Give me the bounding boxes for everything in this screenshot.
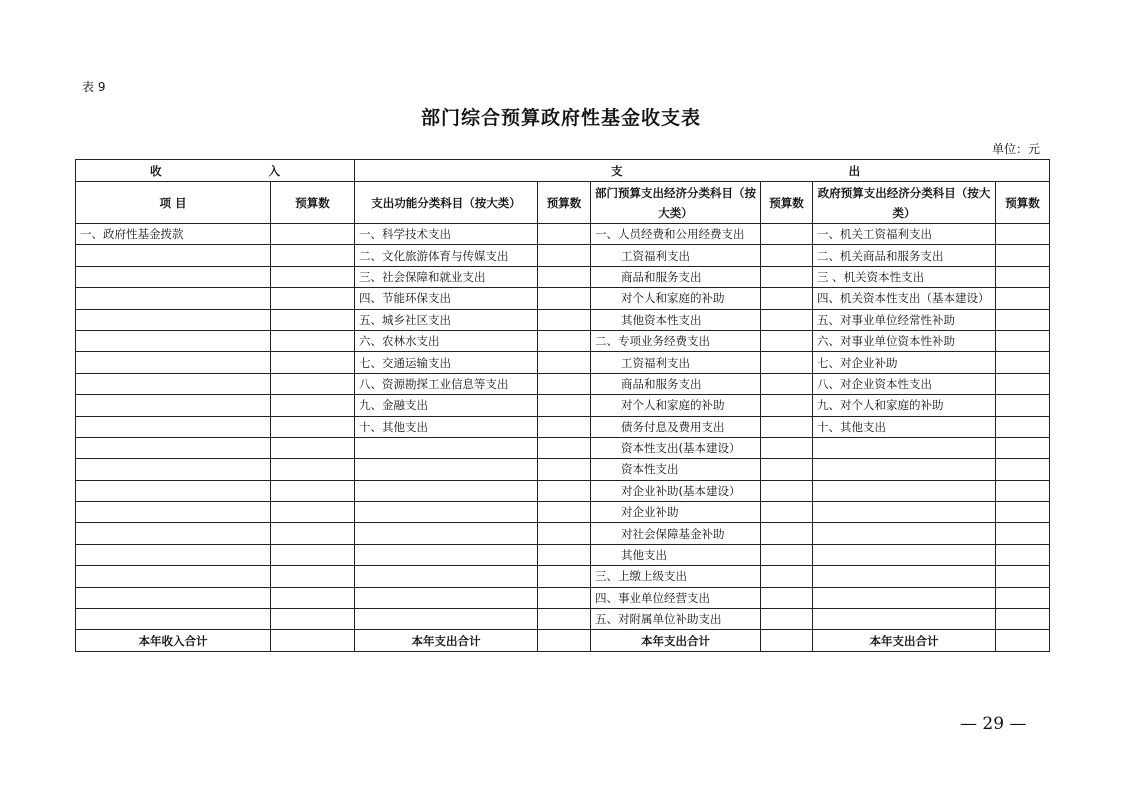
gov-econ-class-cell (813, 566, 996, 587)
function-class-cell (355, 523, 538, 544)
income-budget-cell (271, 480, 355, 501)
function-budget-cell (538, 330, 591, 351)
gov-budget-cell (996, 437, 1050, 458)
group-header-row (76, 160, 1050, 182)
dept-econ-class-cell: 五、对附属单位补助支出 (591, 609, 761, 630)
gov-budget-cell (996, 245, 1050, 266)
dept-econ-class-cell: 对个人和家庭的补助 (591, 288, 761, 309)
function-budget-cell (538, 266, 591, 287)
gov-budget-cell (996, 266, 1050, 287)
income-total-value (271, 630, 355, 651)
dept-econ-class-cell: 对企业补助 (591, 502, 761, 523)
function-budget-cell (538, 245, 591, 266)
function-class-cell: 七、交通运输支出 (355, 352, 538, 373)
function-total-label: 本年支出合计 (355, 630, 538, 651)
gov-econ-class-cell: 五、对事业单位经常性补助 (813, 309, 996, 330)
function-class-cell: 五、城乡社区支出 (355, 309, 538, 330)
income-group-header (76, 160, 355, 182)
income-budget-cell (271, 609, 355, 630)
income-cell (76, 502, 271, 523)
income-budget-cell (271, 587, 355, 608)
totals-row (76, 630, 1050, 651)
dept-budget-cell (761, 480, 813, 501)
gov-budget-cell (996, 502, 1050, 523)
gov-budget-cell (996, 609, 1050, 630)
gov-total-value (996, 630, 1050, 651)
function-class-cell (355, 502, 538, 523)
table-row (76, 523, 1050, 544)
table-row (76, 352, 1050, 373)
function-total-value (538, 630, 591, 651)
gov-budget-cell (996, 224, 1050, 245)
table-row (76, 502, 1050, 523)
function-class-cell (355, 544, 538, 565)
dept-econ-class-cell: 商品和服务支出 (591, 373, 761, 394)
income-budget-cell (271, 523, 355, 544)
gov-budget-cell (996, 523, 1050, 544)
gov-budget-cell (996, 373, 1050, 394)
gov-econ-class-cell: 六、对事业单位资本性补助 (813, 330, 996, 351)
gov-econ-class-cell: 九、对个人和家庭的补助 (813, 395, 996, 416)
gov-budget-cell (996, 352, 1050, 373)
function-budget-cell (538, 437, 591, 458)
function-class-cell: 六、农林水支出 (355, 330, 538, 351)
dept-budget-cell (761, 502, 813, 523)
gov-econ-class-cell (813, 587, 996, 608)
expense-group-header (355, 160, 1050, 182)
dept-econ-class-cell: 一、人员经费和公用经费支出 (591, 224, 761, 245)
header-item: 项 目 (76, 182, 271, 224)
income-budget-cell (271, 288, 355, 309)
header-budget-dept: 预算数 (761, 182, 813, 224)
income-cell (76, 587, 271, 608)
income-total-label: 本年收入合计 (76, 630, 271, 651)
function-budget-cell (538, 587, 591, 608)
income-budget-cell (271, 437, 355, 458)
gov-budget-cell (996, 459, 1050, 480)
table-label: 表 9 (82, 80, 106, 94)
table-row (76, 224, 1050, 245)
gov-budget-cell (996, 330, 1050, 351)
function-budget-cell (538, 373, 591, 394)
dept-econ-class-cell: 四、事业单位经营支出 (591, 587, 761, 608)
table-row (76, 330, 1050, 351)
dept-econ-class-cell: 资本性支出 (591, 459, 761, 480)
income-cell (76, 288, 271, 309)
income-cell (76, 437, 271, 458)
function-class-cell: 二、文化旅游体育与传媒支出 (355, 245, 538, 266)
income-group-char-1: 收 (150, 163, 162, 178)
income-budget-cell (271, 502, 355, 523)
function-class-cell (355, 587, 538, 608)
dept-econ-class-cell: 三、上缴上级支出 (591, 566, 761, 587)
dept-econ-class-cell: 工资福利支出 (591, 245, 761, 266)
gov-econ-class-cell (813, 480, 996, 501)
function-class-cell (355, 437, 538, 458)
dept-budget-cell (761, 587, 813, 608)
income-budget-cell (271, 224, 355, 245)
income-cell (76, 523, 271, 544)
gov-budget-cell (996, 587, 1050, 608)
gov-econ-class-cell (813, 459, 996, 480)
function-budget-cell (538, 566, 591, 587)
income-budget-cell (271, 566, 355, 587)
income-budget-cell (271, 395, 355, 416)
dept-econ-class-cell: 二、专项业务经费支出 (591, 330, 761, 351)
dept-econ-class-cell: 商品和服务支出 (591, 266, 761, 287)
table-row (76, 544, 1050, 565)
table-row (76, 480, 1050, 501)
table-row (76, 309, 1050, 330)
gov-budget-cell (996, 544, 1050, 565)
income-budget-cell (271, 459, 355, 480)
function-class-cell (355, 459, 538, 480)
table-row (76, 288, 1050, 309)
income-budget-cell (271, 330, 355, 351)
table-row (76, 416, 1050, 437)
income-budget-cell (271, 373, 355, 394)
table-row (76, 587, 1050, 608)
income-cell (76, 330, 271, 351)
dept-budget-cell (761, 266, 813, 287)
income-cell (76, 566, 271, 587)
dept-econ-class-cell: 债务付息及费用支出 (591, 416, 761, 437)
header-budget-income: 预算数 (271, 182, 355, 224)
dept-budget-cell (761, 437, 813, 458)
gov-budget-cell (996, 566, 1050, 587)
dept-budget-cell (761, 373, 813, 394)
gov-econ-class-cell: 四、机关资本性支出（基本建设） (813, 288, 996, 309)
gov-econ-class-cell (813, 544, 996, 565)
function-budget-cell (538, 288, 591, 309)
gov-econ-class-cell: 十、其他支出 (813, 416, 996, 437)
function-budget-cell (538, 609, 591, 630)
table-row (76, 609, 1050, 630)
dept-budget-cell (761, 395, 813, 416)
gov-budget-cell (996, 395, 1050, 416)
header-function-class: 支出功能分类科目（按大类） (355, 182, 538, 224)
income-cell (76, 416, 271, 437)
dept-budget-cell (761, 224, 813, 245)
gov-budget-cell (996, 309, 1050, 330)
table-row (76, 437, 1050, 458)
income-cell (76, 266, 271, 287)
table-row (76, 245, 1050, 266)
function-class-cell (355, 480, 538, 501)
page-title: 部门综合预算政府性基金收支表 (420, 107, 701, 129)
gov-econ-class-cell (813, 609, 996, 630)
function-budget-cell (538, 480, 591, 501)
budget-table (75, 159, 1050, 652)
function-budget-cell (538, 502, 591, 523)
income-budget-cell (271, 544, 355, 565)
gov-econ-class-cell: 一、机关工资福利支出 (813, 224, 996, 245)
income-cell (76, 609, 271, 630)
header-gov-econ-class: 政府预算支出经济分类科目（按大类） (813, 182, 996, 224)
dept-econ-class-cell: 其他支出 (591, 544, 761, 565)
table-row (76, 395, 1050, 416)
dept-total-value (761, 630, 813, 651)
function-class-cell (355, 566, 538, 587)
gov-econ-class-cell: 三 、机关资本性支出 (813, 266, 996, 287)
income-cell (76, 352, 271, 373)
dept-budget-cell (761, 330, 813, 351)
dept-budget-cell (761, 245, 813, 266)
function-class-cell: 四、节能环保支出 (355, 288, 538, 309)
expense-group-char-1: 支 (611, 163, 623, 178)
income-cell (76, 373, 271, 394)
dept-econ-class-cell: 资本性支出(基本建设） (591, 437, 761, 458)
function-budget-cell (538, 416, 591, 437)
income-cell (76, 480, 271, 501)
table-row (76, 459, 1050, 480)
function-class-cell: 八、资源勘探工业信息等支出 (355, 373, 538, 394)
income-budget-cell (271, 416, 355, 437)
gov-econ-class-cell: 二、机关商品和服务支出 (813, 245, 996, 266)
income-budget-cell (271, 245, 355, 266)
function-class-cell: 九、金融支出 (355, 395, 538, 416)
function-class-cell (355, 609, 538, 630)
function-budget-cell (538, 395, 591, 416)
gov-budget-cell (996, 288, 1050, 309)
dept-budget-cell (761, 544, 813, 565)
income-cell (76, 309, 271, 330)
gov-econ-class-cell: 八、对企业资本性支出 (813, 373, 996, 394)
header-budget-function: 预算数 (538, 182, 591, 224)
gov-budget-cell (996, 416, 1050, 437)
header-budget-gov: 预算数 (996, 182, 1050, 224)
income-budget-cell (271, 352, 355, 373)
function-budget-cell (538, 352, 591, 373)
function-class-cell: 十、其他支出 (355, 416, 538, 437)
gov-econ-class-cell (813, 502, 996, 523)
column-header-row (76, 182, 1050, 224)
header-dept-econ-class: 部门预算支出经济分类科目（按大类） (591, 182, 761, 224)
gov-econ-class-cell (813, 523, 996, 544)
dept-econ-class-cell: 对企业补助(基本建设） (591, 480, 761, 501)
dept-budget-cell (761, 288, 813, 309)
income-cell (76, 544, 271, 565)
income-budget-cell (271, 266, 355, 287)
function-class-cell: 三、社会保障和就业支出 (355, 266, 538, 287)
function-class-cell: 一、科学技术支出 (355, 224, 538, 245)
dept-budget-cell (761, 416, 813, 437)
income-budget-cell (271, 309, 355, 330)
table-row (76, 566, 1050, 587)
unit-label: 单位：元 (991, 142, 1040, 156)
function-budget-cell (538, 523, 591, 544)
table-row (76, 266, 1050, 287)
function-budget-cell (538, 309, 591, 330)
gov-econ-class-cell: 七、对企业补助 (813, 352, 996, 373)
dept-budget-cell (761, 609, 813, 630)
dept-econ-class-cell: 其他资本性支出 (591, 309, 761, 330)
gov-budget-cell (996, 480, 1050, 501)
dept-budget-cell (761, 459, 813, 480)
function-budget-cell (538, 459, 591, 480)
dept-econ-class-cell: 对个人和家庭的补助 (591, 395, 761, 416)
dept-budget-cell (761, 309, 813, 330)
income-cell (76, 245, 271, 266)
function-budget-cell (538, 544, 591, 565)
dept-budget-cell (761, 523, 813, 544)
income-cell (76, 459, 271, 480)
table-row (76, 373, 1050, 394)
expense-group-char-2: 出 (848, 163, 861, 178)
dept-budget-cell (761, 566, 813, 587)
dept-budget-cell (761, 352, 813, 373)
gov-econ-class-cell (813, 437, 996, 458)
income-cell (76, 395, 271, 416)
dept-total-label: 本年支出合计 (591, 630, 761, 651)
page-number: — 29 — (960, 714, 1027, 734)
income-cell: 一、政府性基金拨款 (76, 224, 271, 245)
dept-econ-class-cell: 工资福利支出 (591, 352, 761, 373)
function-budget-cell (538, 224, 591, 245)
dept-econ-class-cell: 对社会保障基金补助 (591, 523, 761, 544)
gov-total-label: 本年支出合计 (813, 630, 996, 651)
income-group-char-2: 入 (268, 163, 280, 178)
